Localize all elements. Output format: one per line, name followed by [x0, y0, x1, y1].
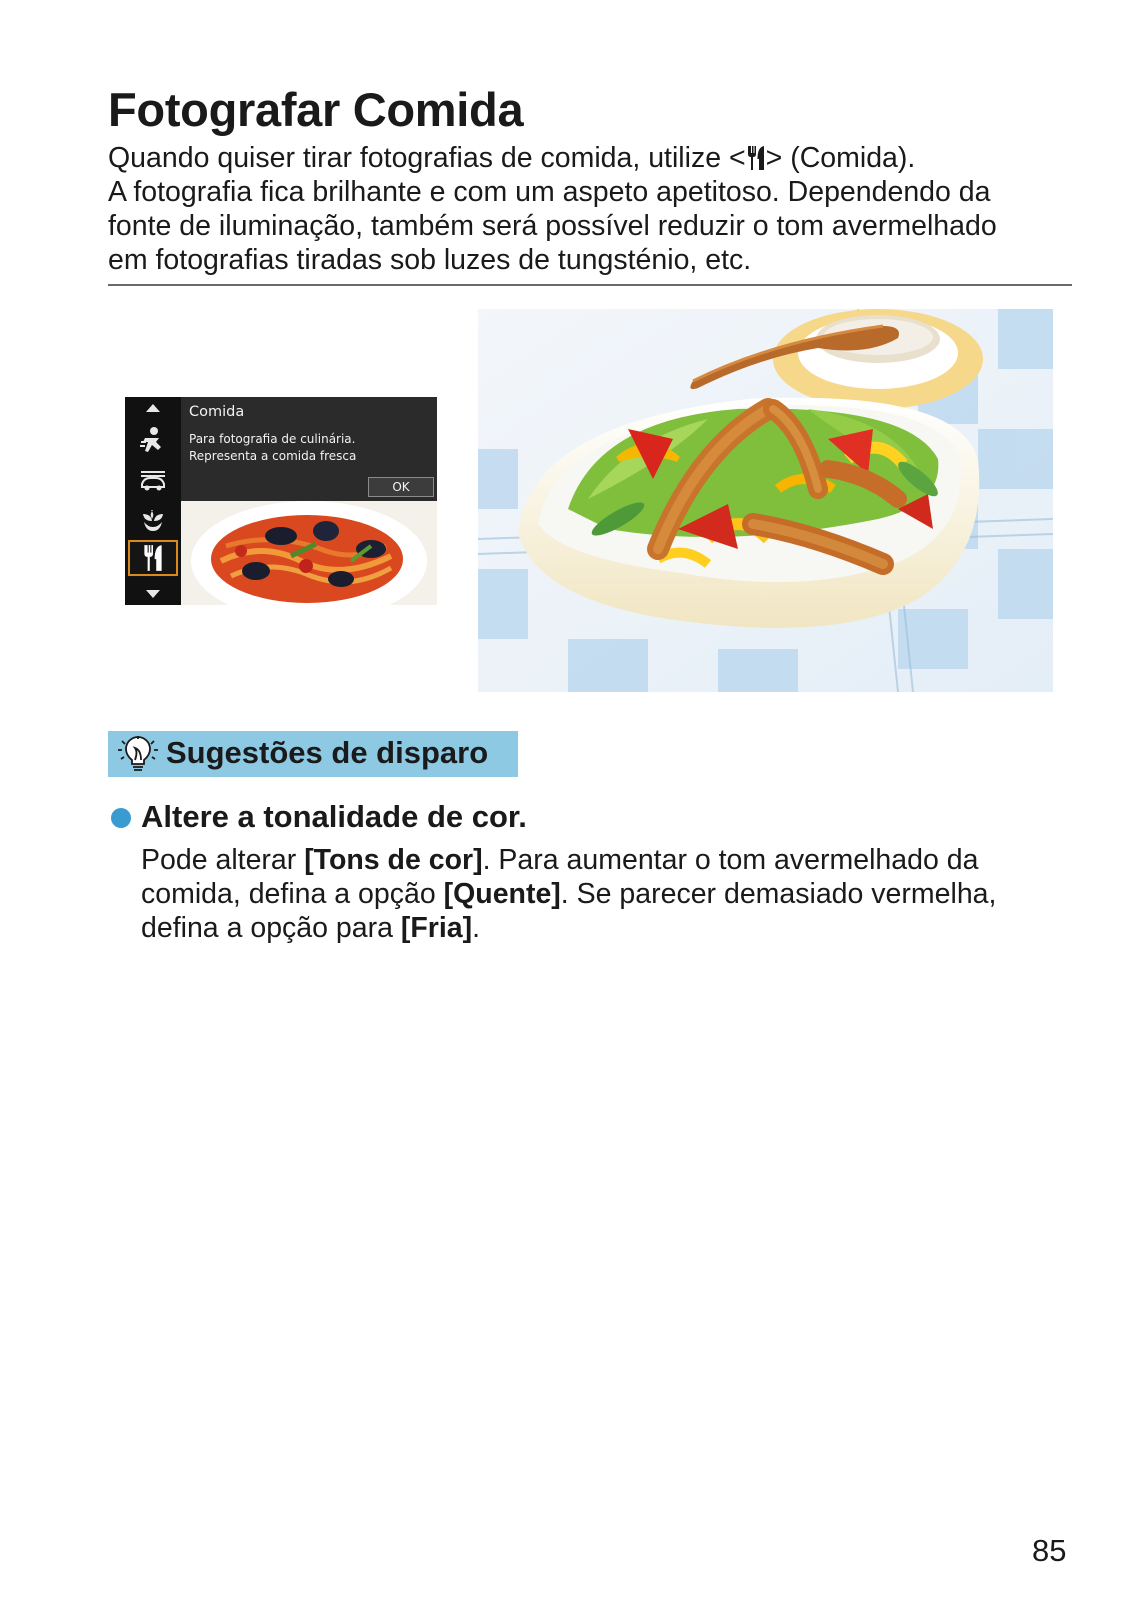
bullet-dot: [111, 808, 131, 828]
tons-de-cor-setting: [Tons de cor]: [304, 844, 483, 876]
intro-line-3: fonte de iluminação, também será possível reduzir o tom avermelhado: [108, 210, 997, 242]
fria-option: [Fria]: [400, 912, 473, 944]
camera-screen: [125, 397, 437, 605]
scene-mode-strip: [125, 397, 181, 605]
quente-option: [Quente]: [443, 878, 561, 910]
intro-paragraph: [108, 141, 1068, 277]
fork-knife-icon: [746, 145, 766, 171]
intro-line-4: em fotografias tiradas sob luzes de tungsténio, etc.: [108, 244, 752, 276]
salad-photo: [478, 309, 1053, 692]
bullet-heading: Altere a tonalidade de cor.: [141, 799, 527, 834]
down-arrow-icon: [125, 583, 181, 605]
kids-running-icon: [125, 423, 181, 457]
intro-line-1: Quando quiser tirar fotografias de comida, utilize < > (Comida).: [108, 142, 916, 174]
lightbulb-icon: [118, 736, 158, 772]
page-title: Fotografar Comida: [108, 83, 524, 136]
mode-info-panel: [181, 397, 437, 501]
tips-heading: Sugestões de disparo: [166, 735, 489, 770]
bullet-line-3: defina a opção para [Fria].: [141, 912, 481, 944]
page-number: 85: [1032, 1533, 1067, 1568]
close-up-flower-icon: [125, 503, 181, 537]
shooting-tips-banner: [108, 731, 518, 777]
bullet-line-2: comida, defina a opção [Quente]. Se parecer demasiado vermelha,: [141, 878, 997, 910]
panning-car-icon: [125, 463, 181, 497]
food-fork-knife-icon: [127, 539, 179, 577]
up-arrow-icon: [125, 397, 181, 419]
bullet-body: [141, 843, 1071, 945]
bullet-line-1: Pode alterar [Tons de cor]. Para aumentar o tom avermelhado da: [141, 844, 979, 876]
section-divider: [108, 284, 1072, 286]
ok-button[interactable]: OK: [368, 477, 434, 497]
pasta-dish-image: [181, 501, 437, 605]
mode-title: Comida: [189, 404, 245, 420]
intro-line-2: A fotografia fica brilhante e com um aspeto apetitoso. Dependendo da: [108, 176, 991, 208]
mode-description: Para fotografia de culinária. Representa a comida fresca: [189, 432, 357, 463]
